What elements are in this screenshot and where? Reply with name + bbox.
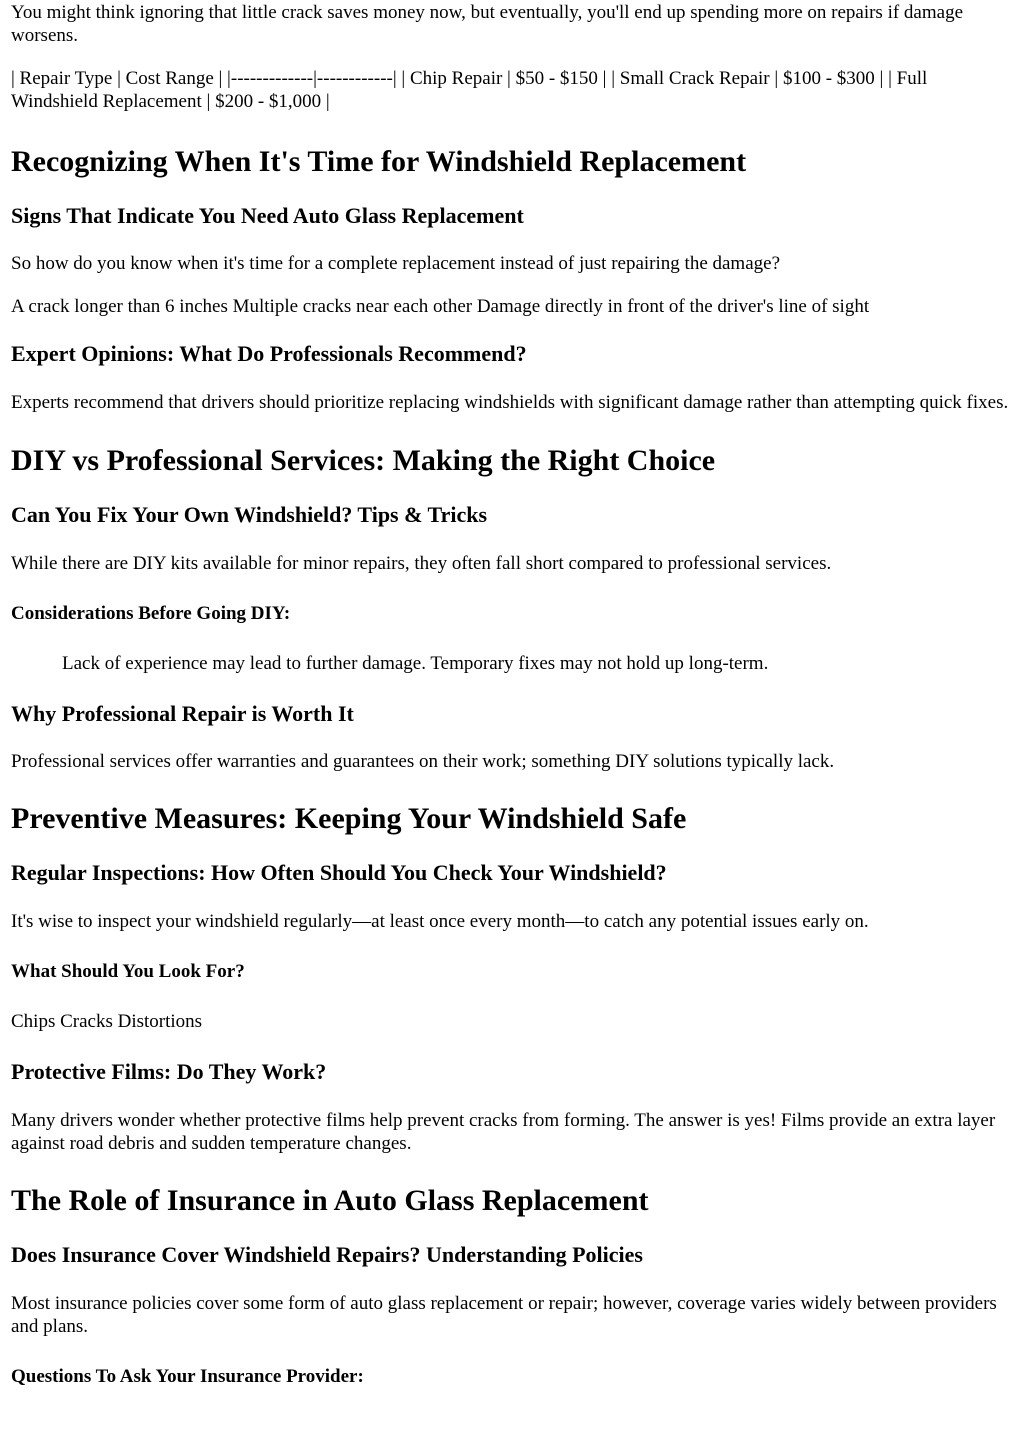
cost-table-text: | Repair Type | Cost Range | |-------------|------------| | Chip Repair | $50 - $150 | | Small Crack Repair | $100 - $300 | | Full Windshield Replacement | $200 - $1,000 |: [11, 68, 928, 112]
inspections-heading: Regular Inspections: How Often Should You Check Your Windshield?: [11, 860, 667, 885]
look-for-heading: What Should You Look For?: [11, 961, 245, 982]
look-for-list: Chips Cracks Distortions: [11, 1011, 203, 1032]
why-professional-heading: Why Professional Repair is Worth It: [11, 701, 354, 726]
considerations-heading: Considerations Before Going DIY:: [11, 603, 291, 624]
why-professional-paragraph: Professional services offer warranties and guarantees on their work; something DIY solutions typically lack.: [11, 751, 835, 772]
fix-paragraph: While there are DIY kits available for minor repairs, they often fall short compared to professional services.: [11, 553, 832, 574]
article-content: [0, 1, 1024, 1388]
signs-heading: Signs That Indicate You Need Auto Glass Replacement: [11, 203, 524, 228]
films-paragraph: Many drivers wonder whether protective films help prevent cracks from forming. The answer is yes! Films provide an extra layer against road debris and sudden temperature changes.: [11, 1110, 996, 1154]
films-heading: Protective Films: Do They Work?: [11, 1059, 327, 1084]
insurance-heading: The Role of Insurance in Auto Glass Replacement: [11, 1184, 649, 1217]
intro-paragraph: You might think ignoring that little crack saves money now, but eventually, you'll end up spending more on repairs if damage worsens.: [11, 2, 964, 46]
considerations-paragraph: Lack of experience may lead to further damage. Temporary fixes may not hold up long-term.: [62, 653, 769, 674]
recognizing-heading: Recognizing When It's Time for Windshield Replacement: [11, 145, 747, 178]
insurance-cover-heading: Does Insurance Cover Windshield Repairs? Understanding Policies: [11, 1242, 643, 1267]
preventive-heading: Preventive Measures: Keeping Your Windshield Safe: [11, 802, 687, 835]
inspections-paragraph: It's wise to inspect your windshield regularly—at least once every month—to catch any potential issues early on.: [11, 911, 869, 932]
fix-heading: Can You Fix Your Own Windshield? Tips & Tricks: [11, 502, 488, 527]
expert-paragraph: Experts recommend that drivers should prioritize replacing windshields with significant damage rather than attempting quick fixes.: [11, 392, 1009, 413]
signs-list: A crack longer than 6 inches Multiple cracks near each other Damage directly in front of the driver's line of sight: [11, 296, 870, 317]
signs-paragraph: So how do you know when it's time for a complete replacement instead of just repairing the damage?: [11, 253, 781, 274]
insurance-questions-heading: Questions To Ask Your Insurance Provider:: [11, 1366, 364, 1387]
insurance-cover-paragraph: Most insurance policies cover some form of auto glass replacement or repair; however, coverage varies widely between providers and plans.: [11, 1293, 997, 1337]
diy-heading: DIY vs Professional Services: Making the Right Choice: [11, 444, 716, 477]
expert-heading: Expert Opinions: What Do Professionals Recommend?: [11, 341, 527, 366]
